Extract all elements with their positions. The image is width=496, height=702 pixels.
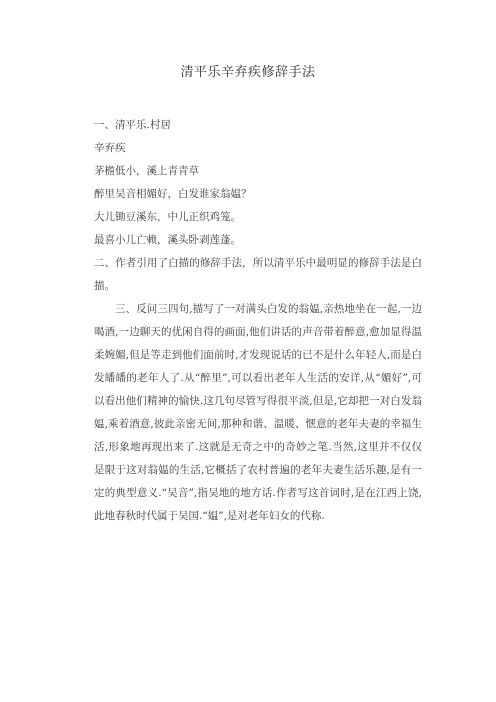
poem-author: 辛弃疾 xyxy=(94,142,126,154)
poem-line-3: 大儿锄豆溪东，中儿正织鸡笼。 xyxy=(94,211,241,223)
analysis-paragraph-3: 三、反问三四句,描写了一对满头白发的翁媪,亲热地坐在一起,一边喝酒,一边聊天的优闲自得的画面,他们讲话的声音带着醉意,愈加显得温柔婉媚,但是等走到他们面前时,才发现说话的已不是什么年轻人,而是白发皤皤的老年人了.从“醉里”,可以看出老年人生活的安详,从“媚好”,可以看出他们精神的愉快.这几句尽管写得很平淡,但是,它却把一对白发翁媪,乘着酒意,彼此亲密无间,那种和谐、温暖、惬意的老年夫妻的幸福生活,形象地再现出来了.这就是无奇之中的奇妙之笔.当然,这里并不仅仅是限于这对翁媪的生活,它概括了农村普遍的老年夫妻生活乐趣,是有一定的典型意义.“吴音”,指吴地的地方话.作者写这首词时,是在江西上饶,此地春秋时代属于吴国.“媪”,是对老年妇女的代称. xyxy=(94,303,422,522)
analysis-paragraph-2: 二、作者引用了白描的修辞手法，所以清平乐中最明显的修辞手法是白描。 xyxy=(94,257,422,292)
poem-line-2: 醉里吴音相媚好，白发谁家翁媪？ xyxy=(94,188,252,200)
poem-line-4: 最喜小儿亡赖，溪头卧剥莲蓬。 xyxy=(94,234,241,246)
section-heading: 一、清平乐.村居 xyxy=(94,119,171,131)
document-body xyxy=(94,114,422,528)
poem-line-1: 茅檐低小，溪上青青草 xyxy=(94,165,199,177)
document-title: 清平乐辛弃疾修辞手法 xyxy=(180,65,316,80)
